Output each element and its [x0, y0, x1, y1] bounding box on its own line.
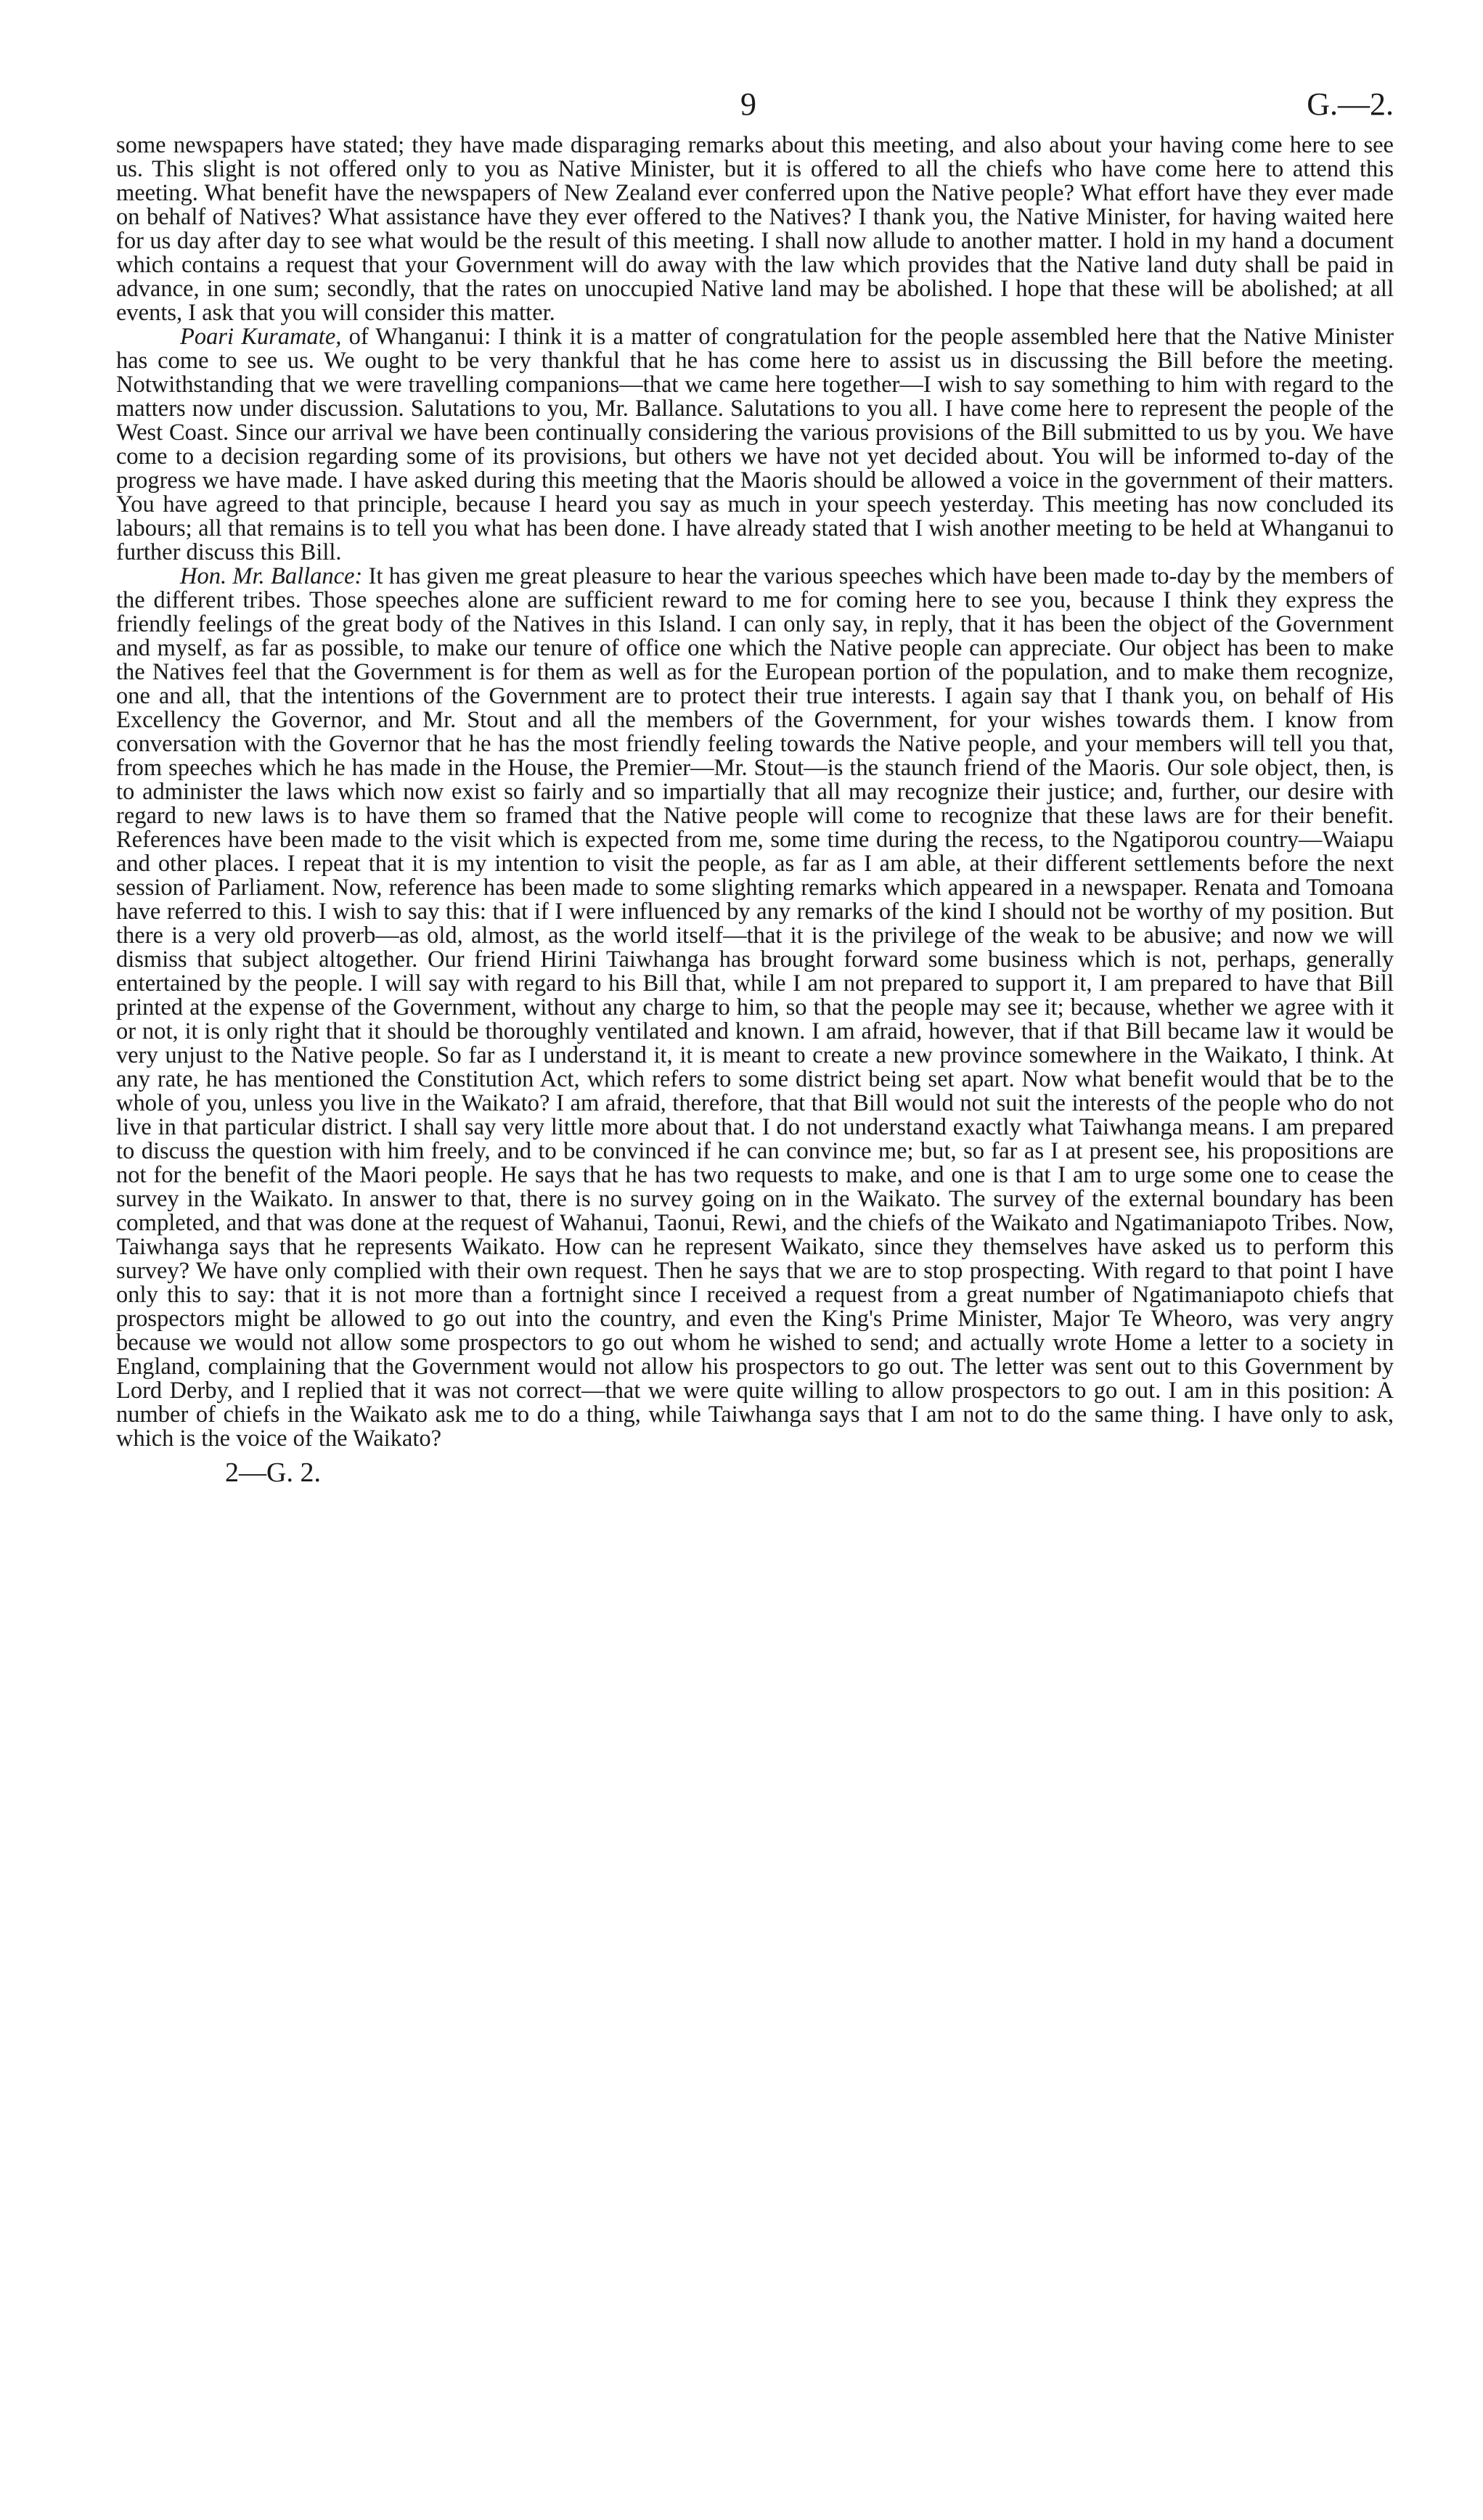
signature-mark: 2—G. 2. [225, 1457, 321, 1488]
speaker-name: Hon. Mr. Ballance: [180, 563, 363, 589]
paragraph-kuramate [116, 325, 1394, 565]
paragraph-text: It has given me great pleasure to hear the various speeches which have been made to-day by the members of the different tribes. Those speeches alone are sufficient reward to me for coming here to see you, because I think they express the friendly feelings of the great body of the Natives in this Island. I can only say, in reply, that it has been the object of the Government and myself, as far as possible, to make our tenure of office one which the Native people can appreciate. Our object has been to make the Natives feel that the Government is for them as well as for the European portion of the population, and to make them recognize, one and all, that the intentions of the Government are to protect their true interests. I again say that I thank you, on behalf of His Excellency the Governor, and Mr. Stout and all the members of the Government, for your wishes towards them. I know from conversation with the Governor that he has the most friendly feeling towards the Native people, and your members will tell you that, from speeches which he has made in the House, the Premier—Mr. Stout—is the staunch friend of the Maoris. Our sole object, then, is to administer the laws which now exist so fairly and so impartially that all may recognize their justice; and, further, our desire with regard to new laws is to have them so framed that the Native people will come to recognize that these laws are for their benefit. References have been made to the visit which is expected from me, some time during the recess, to the Ngatiporou country—Waiapu and other places. I repeat that it is my intention to visit the people, as far as I am able, at their different settlements before the next session of Parliament. Now, reference has been made to some slighting remarks which appeared in a newspaper. Renata and Tomoana have referred to this. I wish to say this: that if I were influenced by any remarks of the kind I should not be worthy of my position. But there is a very old proverb—as old, almost, as the world itself—that it is the privilege of the weak to be abusive; and now we will dismiss that subject altogether. Our friend Hirini Taiwhanga has brought forward some business which is not, perhaps, generally entertained by the people. I will say with regard to his Bill that, while I am not prepared to support it, I am prepared to have that Bill printed at the expense of the Government, without any charge to him, so that the people may see it; because, whether we agree with it or not, it is only right that it should be thoroughly ventilated and known. I am afraid, however, that if that Bill became law it would be very unjust to the Native people. So far as I understand it, it is meant to create a new province somewhere in the Waikato, I think. At any rate, he has mentioned the Constitution Act, which refers to some district being set apart. Now what benefit would that be to the whole of you, unless you live in the Waikato? I am afraid, therefore, that that Bill would not suit the interests of the people who do not live in that particular district. I shall say very little more about that. I do not understand exactly what Taiwhanga means. I am prepared to discuss the question with him freely, and to be convinced if he can convince me; but, so far as I at present see, his propositions are not for the benefit of the Maori people. He says that he has two requests to make, and one is that I am to urge some one to cease the survey in the Waikato. In answer to that, there is no survey going on in the Waikato. The survey of the external boundary has been completed, and that was done at the request of Wahanui, Taonui, Rewi, and the chiefs of the Waikato and Ngatimaniapoto Tribes. Now, Taiwhanga says that he represents Waikato. How can he represent Waikato, since they themselves have asked us to perform this survey? We have only complied with their own request. Then he says that we are to stop prospecting. With regard to that point I have only this to say: that it is not more than a fortnight since I received a request from a great number of Ngatimaniapoto chiefs that prospectors might be allowed to go out into the country, and even the King's Prime Minister, Major Te Wheoro, was very angry because we would not allow some prospectors to go out whom he wished to send; and actually wrote Home a letter to a society in England, complaining that the Government would not allow his prospectors to go out. The letter was sent out to this Government by Lord Derby, and I replied that it was not correct—that we were quite willing to allow prospectors to go out. I am in this position: A number of chiefs in the Waikato ask me to do a thing, while Taiwhanga says that I am not to do the same thing. I have only to ask, which is the voice of the Waikato? [116, 563, 1394, 1452]
document-reference: G.—2. [1307, 86, 1394, 122]
speaker-name: Poari Kuramate, [180, 324, 342, 350]
body-text [116, 134, 1394, 1451]
paragraph-continuation [116, 134, 1394, 325]
page-number: 9 [740, 86, 756, 122]
paragraph-ballance [116, 565, 1394, 1451]
paragraph-text: of Whanganui: I think it is a matter of congratulation for the people assembled here that the Native Minister has come to see us. We ought to be very thankful that he has come here to assist us in discussing the Bill before the meeting. Notwithstanding that we were travelling companions—that we came here together—I wish to say something to him with regard to the matters now under discussion. Salutations to you, Mr. Ballance. Salutations to you all. I have come here to represent the people of the West Coast. Since our arrival we have been continually considering the various provisions of the Bill submitted to us by you. We have come to a decision regarding some of its provisions, but others we have not yet decided about. You will be informed to-day of the progress we have made. I have asked during this meeting that the Maoris should be allowed a voice in the government of their matters. You have agreed to that principle, because I heard you say as much in your speech yesterday. This meeting has now concluded its labours; all that remains is to tell you what has been done. I have already stated that I wish another meeting to be held at Whanganui to further discuss this Bill. [116, 324, 1394, 565]
page-header [116, 75, 1394, 134]
paragraph-text: some newspapers have stated; they have made disparaging remarks about this meeting, and also about your having come here to see us. This slight is not offered only to you as Native Minister, but it is offered to all the chiefs who have come here to attend this meeting. What benefit have the newspapers of New Zealand ever conferred upon the Native people? What effort have they ever made on behalf of Natives? What assistance have they ever offered to the Natives? I thank you, the Native Minister, for having waited here for us day after day to see what would be the result of this meeting. I shall now allude to another matter. I hold in my hand a document which contains a request that your Government will do away with the law which provides that the Native land duty shall be paid in advance, in one sum; secondly, that the rates on unoccupied Native land may be abolished. I hope that these will be abolished; at all events, I ask that you will consider this matter. [116, 132, 1394, 326]
document-page [116, 75, 1394, 1489]
